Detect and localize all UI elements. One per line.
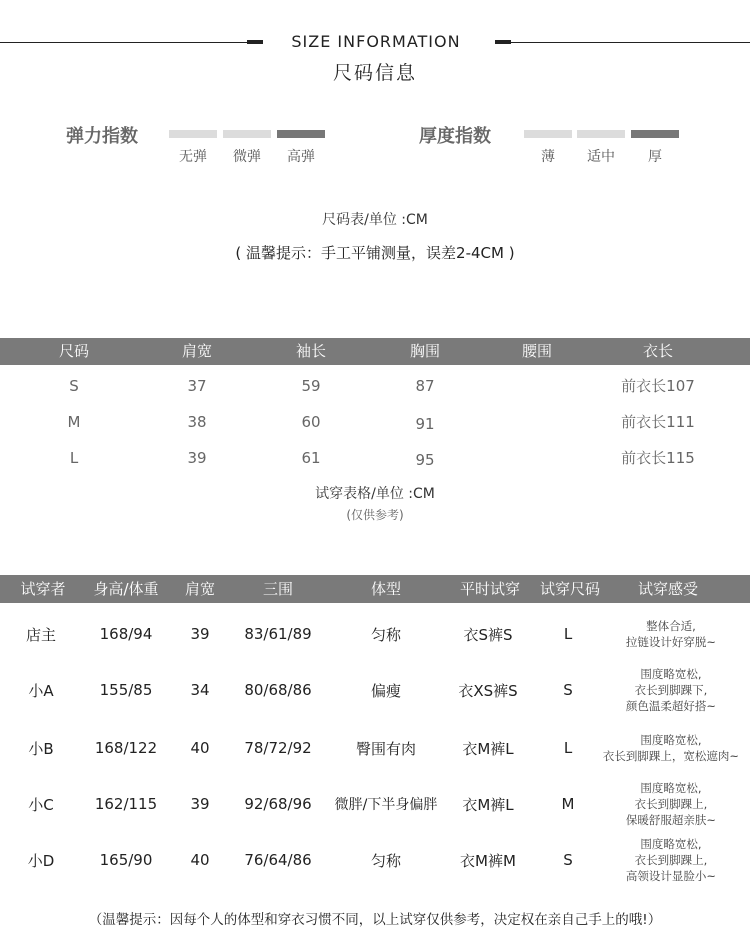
thickness-level-thin: 薄 xyxy=(541,149,555,165)
fit-body-cell: 匀称 xyxy=(370,851,401,870)
fit-feedback-line: 衣长到脚踝上，宽松遮肉~ xyxy=(602,749,740,763)
fit-shoulder-cell: 39 xyxy=(190,795,210,813)
elasticity-level-none: 无弹 xyxy=(179,149,207,165)
fit-col-body-type: 体型 xyxy=(370,580,401,598)
fit-feedback-line: 衣长到脚踝上, xyxy=(634,853,708,867)
table-row xyxy=(0,368,750,404)
chest-cell: 87 xyxy=(415,377,435,395)
thickness-label: 厚度指数 xyxy=(419,126,491,147)
fit-body-cell: 偏瘦 xyxy=(370,681,401,700)
fit-size-cell: L xyxy=(563,625,573,643)
fit-body-cell: 臀围有肉 xyxy=(355,739,416,758)
size-cell: M xyxy=(67,413,81,431)
page-title-cn: 尺码信息 xyxy=(332,62,417,84)
fit-feedback-line: 整体合适, xyxy=(646,619,696,633)
fit-hw-cell: 155/85 xyxy=(99,681,153,699)
fit-chart-unit: 试穿表格/单位 :CM xyxy=(315,486,435,502)
fit-shoulder-cell: 40 xyxy=(190,851,210,869)
fit-measure-cell: 80/68/86 xyxy=(244,681,312,699)
fit-feedback-line: 围度略宽松, xyxy=(640,667,702,681)
fit-person-cell: 小D xyxy=(27,851,55,870)
fit-feedback-cell xyxy=(596,662,746,718)
fit-feedback-cell xyxy=(596,720,746,776)
chest-cell: 95 xyxy=(415,451,435,469)
fit-col-feedback: 试穿感受 xyxy=(637,580,698,598)
table-row xyxy=(0,662,750,718)
thickness-bar-thick xyxy=(631,130,679,138)
title-divider-left xyxy=(0,42,250,43)
shoulder-cell: 39 xyxy=(187,449,207,467)
sleeve-cell: 59 xyxy=(301,377,321,395)
size-col-sleeve: 袖长 xyxy=(295,342,326,360)
size-col-length: 衣长 xyxy=(642,342,673,360)
fit-col-height-weight: 身高/体重 xyxy=(93,580,159,598)
chest-cell: 91 xyxy=(415,415,435,433)
fit-chart-reference-note: (仅供参考) xyxy=(346,508,404,522)
fit-shoulder-cell: 40 xyxy=(190,739,210,757)
title-row xyxy=(0,30,750,56)
size-col-shoulder: 肩宽 xyxy=(181,342,212,360)
fit-col-measurements: 三围 xyxy=(262,580,293,598)
fit-feedback-line: 颜色温柔超好搭~ xyxy=(625,699,717,713)
sleeve-cell: 60 xyxy=(301,413,321,431)
thickness-level-medium: 适中 xyxy=(587,149,615,165)
fit-person-cell: 小A xyxy=(28,681,54,700)
fit-usual-cell: 衣M裤L xyxy=(462,795,514,814)
fit-measure-cell: 76/64/86 xyxy=(244,851,312,869)
fit-body-cell: 匀称 xyxy=(370,625,401,644)
length-cell: 前衣长111 xyxy=(621,413,695,431)
fit-feedback-line: 围度略宽松, xyxy=(640,781,702,795)
fit-table-header xyxy=(0,575,750,603)
fit-person-cell: 小C xyxy=(28,795,54,814)
fit-feedback-line: 围度略宽松, xyxy=(640,837,702,851)
thickness-level-thick: 厚 xyxy=(648,149,662,165)
elasticity-bar-none xyxy=(169,130,217,138)
fit-usual-cell: 衣M裤L xyxy=(462,739,514,758)
fit-size-cell: S xyxy=(563,681,573,699)
size-col-chest: 胸围 xyxy=(409,342,440,360)
fit-disclaimer: （温馨提示：因每个人的体型和穿衣习惯不同，以上试穿仅供参考，决定权在亲自己手上的哦!） xyxy=(88,912,662,928)
fit-measure-cell: 78/72/92 xyxy=(244,739,312,757)
elasticity-level-high: 高弹 xyxy=(287,149,315,165)
size-col-waist: 腰围 xyxy=(521,342,552,360)
fit-hw-cell: 165/90 xyxy=(99,851,153,869)
fit-hw-cell: 162/115 xyxy=(94,795,158,813)
elasticity-level-slight: 微弹 xyxy=(233,149,261,165)
fit-col-person: 试穿者 xyxy=(20,580,66,598)
fit-shoulder-cell: 34 xyxy=(190,681,210,699)
fit-usual-cell: 衣M裤M xyxy=(460,851,516,870)
fit-feedback-line: 保暖舒服超亲肤~ xyxy=(625,813,717,827)
table-row xyxy=(0,404,750,440)
fit-col-trial-size: 试穿尺码 xyxy=(539,580,600,598)
fit-measure-cell: 83/61/89 xyxy=(244,625,312,643)
size-cell: L xyxy=(69,449,79,467)
fit-feedback-line: 衣长到脚踝下, xyxy=(634,683,708,697)
fit-feedback-cell xyxy=(596,606,746,662)
title-divider-right xyxy=(500,42,750,43)
fit-feedback-line: 高领设计显脸小~ xyxy=(625,869,717,883)
thickness-bar-thin xyxy=(524,130,572,138)
length-cell: 前衣长107 xyxy=(621,377,695,395)
elasticity-bar-slight xyxy=(223,130,271,138)
fit-size-cell: L xyxy=(563,739,573,757)
size-chart-unit: 尺码表/单位 :CM xyxy=(322,212,428,228)
fit-size-cell: M xyxy=(561,795,575,813)
shoulder-cell: 38 xyxy=(187,413,207,431)
size-table-header xyxy=(0,338,750,365)
fit-person-cell: 店主 xyxy=(25,625,56,644)
table-row xyxy=(0,440,750,476)
title-dash-left xyxy=(247,40,263,44)
fit-person-cell: 小B xyxy=(28,739,54,758)
table-row xyxy=(0,776,750,832)
fit-measure-cell: 92/68/96 xyxy=(244,795,312,813)
table-row xyxy=(0,606,750,662)
length-cell: 前衣长115 xyxy=(621,449,695,467)
fit-hw-cell: 168/122 xyxy=(94,739,158,757)
fit-feedback-line: 拉链设计好穿脱~ xyxy=(625,635,717,649)
fit-feedback-line: 围度略宽松, xyxy=(640,733,702,747)
fit-hw-cell: 168/94 xyxy=(99,625,153,643)
fit-shoulder-cell: 39 xyxy=(190,625,210,643)
size-cell: S xyxy=(69,377,79,395)
fit-feedback-line: 衣长到脚踝上, xyxy=(634,797,708,811)
fit-usual-cell: 衣S裤S xyxy=(463,625,513,644)
size-col-size: 尺码 xyxy=(58,342,89,360)
table-row xyxy=(0,832,750,888)
shoulder-cell: 37 xyxy=(187,377,207,395)
elasticity-label: 弹力指数 xyxy=(66,126,138,147)
page-title-en: SIZE INFORMATION xyxy=(291,32,461,51)
measure-tip: ( 温馨提示：手工平铺测量，误差2-4CM ) xyxy=(235,244,515,262)
fit-size-cell: S xyxy=(563,851,573,869)
table-row xyxy=(0,720,750,776)
elasticity-bar-high xyxy=(277,130,325,138)
fit-feedback-cell xyxy=(596,776,746,832)
fit-usual-cell: 衣XS裤S xyxy=(458,681,518,700)
sleeve-cell: 61 xyxy=(301,449,321,467)
fit-feedback-cell xyxy=(596,832,746,888)
fit-col-usual-size: 平时试穿 xyxy=(459,580,520,598)
thickness-bar-medium xyxy=(577,130,625,138)
fit-col-shoulder: 肩宽 xyxy=(184,580,215,598)
fit-body-cell: 微胖/下半身偏胖 xyxy=(334,797,438,813)
